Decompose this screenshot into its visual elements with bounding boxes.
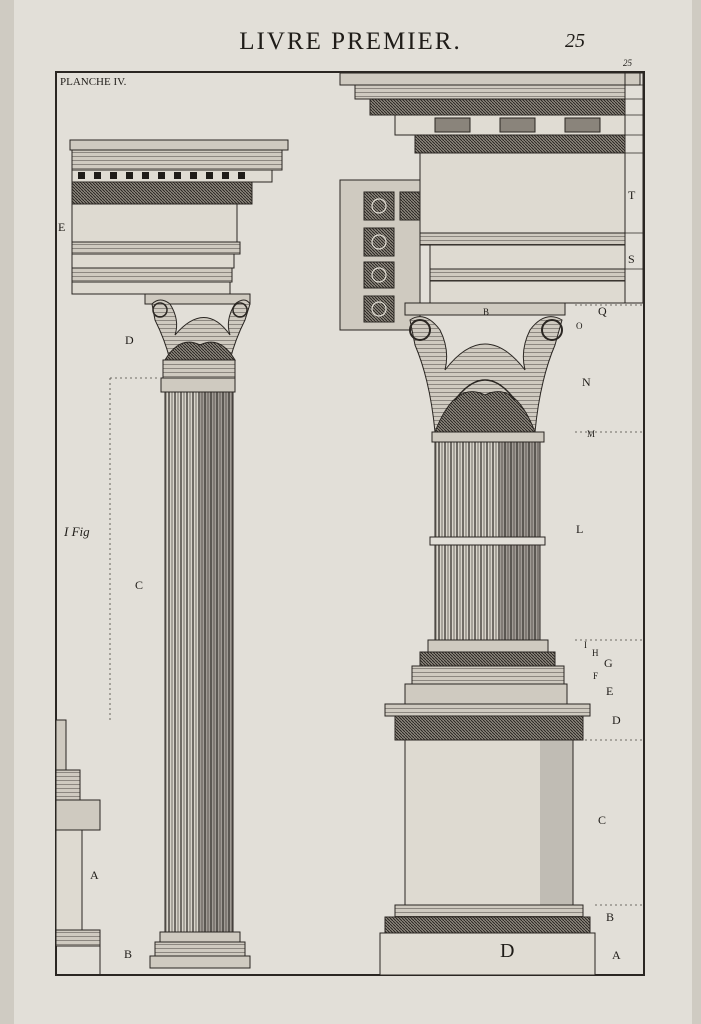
label-right-a: A: [612, 948, 621, 962]
right-capital: [405, 303, 565, 442]
bleed-through-text: [290, 200, 295, 221]
left-entablature: [70, 140, 288, 294]
corner-number: 25: [623, 58, 632, 68]
label-right-o: O: [576, 321, 583, 331]
label-left-d: D: [125, 333, 134, 347]
label-left-a: A: [90, 868, 99, 882]
right-pedestal: [380, 684, 595, 975]
label-right-l: L: [576, 522, 584, 536]
label-right-e: E: [606, 684, 614, 698]
left-column-shaft: [150, 378, 250, 968]
label-right-n: N: [582, 375, 591, 389]
page-title: LIVRE PREMIER.: [239, 28, 462, 55]
label-left-b: B: [124, 947, 133, 961]
label-right-b: B: [606, 910, 615, 924]
label-right-i: I: [584, 640, 587, 650]
label-left-c: C: [135, 578, 144, 592]
plate-label: PLANCHE IV.: [60, 76, 127, 88]
label-right-f: F: [593, 671, 599, 681]
left-capital: [145, 294, 250, 378]
right-column-shaft: [412, 442, 564, 684]
label-right-q: Q: [598, 304, 607, 318]
label-right-c: C: [598, 813, 607, 827]
label-right-h: H: [592, 648, 599, 658]
capital-mark: B: [483, 307, 490, 317]
label-right-g: G: [604, 656, 613, 670]
left-pedestal-fragment: [56, 720, 100, 975]
label-right-s: S: [628, 252, 635, 266]
label-left-e: E: [58, 220, 66, 234]
figure-label: I Fig: [64, 524, 90, 539]
label-right-m: M: [587, 429, 596, 439]
label-right-d: D: [612, 713, 621, 727]
right-entablature: [340, 73, 643, 330]
label-right-t: T: [628, 188, 636, 202]
page-number: 25: [565, 30, 585, 52]
pedestal-mark: D: [500, 940, 515, 962]
